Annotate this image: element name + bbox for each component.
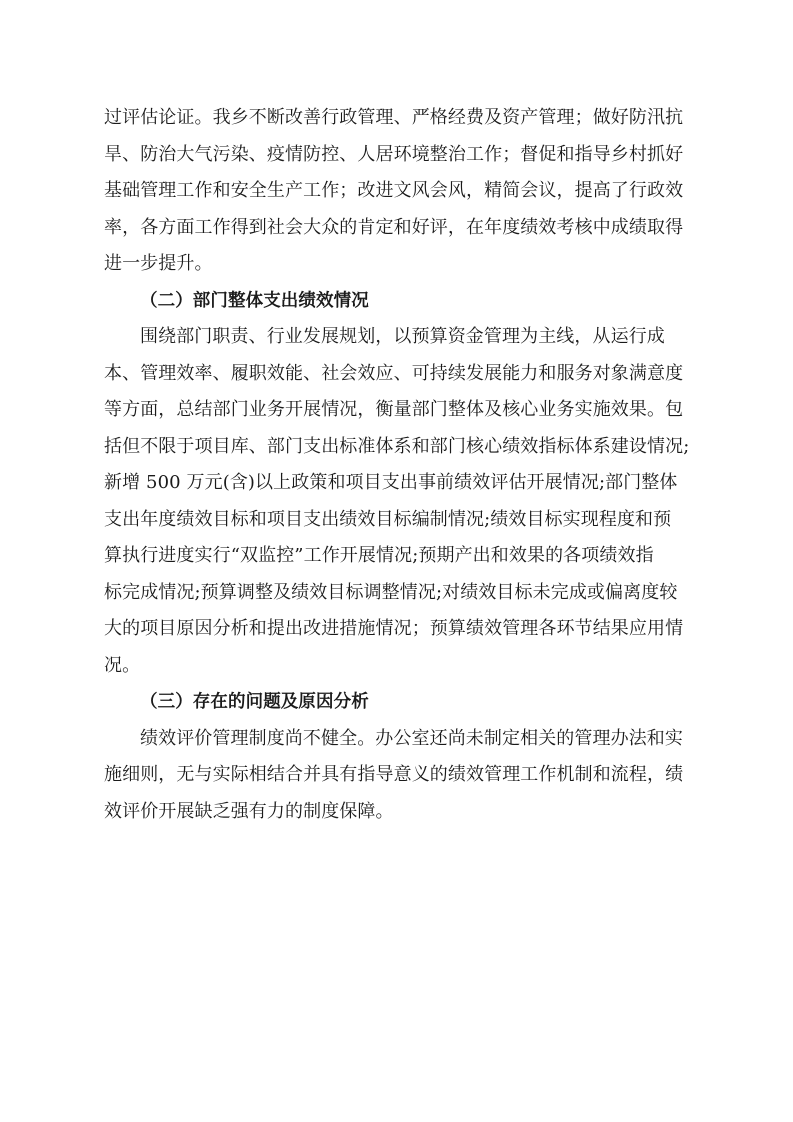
paragraph-problems-analysis: [104, 721, 694, 831]
paragraph-line: 施细则，无与实际相结合并具有指导意义的绩效管理工作机制和流程，绩: [104, 764, 684, 785]
paragraph-line: 基础管理工作和安全生产工作；改进文风会风，精简会议，提高了行政效: [104, 180, 684, 201]
paragraph-line: 算执行进度实行“双监控”工作开展情况;预期产出和效果的各项绩效指: [104, 545, 654, 566]
paragraph-line: 支出年度绩效目标和项目支出绩效目标编制情况;绩效目标实现程度和预: [104, 508, 672, 530]
section-heading-2: （二）部门整体支出绩效情况: [140, 290, 369, 311]
document-body: [104, 100, 694, 830]
paragraph-line: 旱、防治大气污染、疫情防控、人居环境整治工作；督促和指导乡村抓好: [104, 143, 684, 165]
paragraph-line: 况。: [104, 654, 141, 676]
paragraph-continued: [104, 100, 694, 283]
paragraph-line: 大的项目原因分析和提出改进措施情况；预算绩效管理各环节结果应用情: [104, 618, 684, 639]
paragraph-line: 进一步提升。: [104, 253, 213, 274]
paragraph-department-performance: [104, 319, 694, 684]
paragraph-line: 绩效评价管理制度尚不健全。办公室还尚未制定相关的管理办法和实: [140, 727, 683, 749]
paragraph-line: 新增 500 万元(含)以上政策和项目支出事前绩效评估开展情况;部门整体: [104, 472, 678, 493]
paragraph-line: 本、管理效率、履职效能、社会效应、可持续发展能力和服务对象满意度: [104, 362, 684, 384]
paragraph-line: 效评价开展缺乏强有力的制度保障。: [104, 800, 394, 822]
paragraph-line: 等方面，总结部门业务开展情况，衡量部门整体及核心业务实施效果。包: [104, 399, 684, 420]
paragraph-line: 率，各方面工作得到社会大众的肯定和好评，在年度绩效考核中成绩取得: [104, 216, 684, 238]
paragraph-line: 标完成情况;预算调整及绩效目标调整情况;对绩效目标未完成或偏离度较: [104, 581, 678, 603]
section-heading-3: （三）存在的问题及原因分析: [140, 692, 369, 712]
paragraph-line: 括但不限于项目库、部门支出标准体系和部门核心绩效指标体系建设情况;: [104, 435, 690, 457]
paragraph-line: 围绕部门职责、行业发展规划，以预算资金管理为主线，从运行成: [140, 326, 665, 347]
paragraph-line: 过评估论证。我乡不断改善行政管理、严格经费及资产管理；做好防汛抗: [104, 107, 684, 128]
